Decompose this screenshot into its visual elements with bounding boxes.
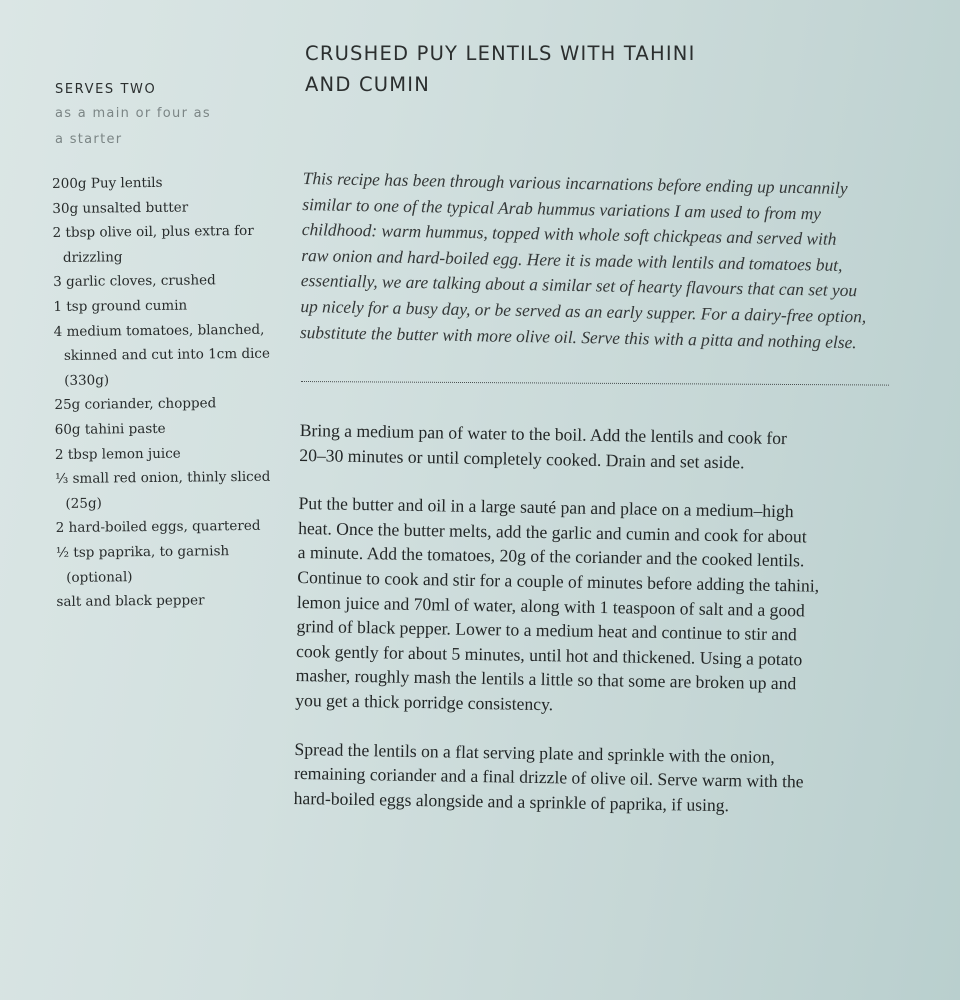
serves-block: [55, 79, 275, 153]
method-line: heat. Once the butter melts, add the garlic and cumin and cook for about: [298, 517, 807, 547]
method-step: [295, 491, 899, 722]
recipe-title-line: AND CUMIN: [305, 73, 430, 96]
serves-subtext-line: a starter: [55, 132, 123, 147]
method-line: a minute. Add the tomatoes, 20g of the coriander and the cooked lentils.: [297, 542, 805, 571]
recipe-intro: [300, 166, 893, 356]
intro-line: up nicely for a busy day, or be served as an early supper. For a dairy-free option,: [300, 295, 867, 327]
intro-line: substitute the butter with more olive oil. Serve this with a pitta and nothing else.: [299, 321, 857, 352]
method-step: [293, 736, 894, 820]
ingredient-item: 4 medium tomatoes, blanched, skinned and cut into 1cm dice (330g): [53, 321, 271, 389]
method-line: Continue to cook and stir for a couple of minutes before adding the tahini,: [297, 566, 820, 596]
ingredient-item: 30g unsalted butter: [52, 199, 189, 217]
method-line: remaining coriander and a final drizzle of olive oil. Serve warm with the: [293, 763, 804, 792]
ingredient-item: ½ tsp paprika, to garnish (optional): [55, 543, 230, 586]
ingredient-item: 2 tbsp lemon juice: [54, 445, 181, 463]
method-line: 20–30 minutes or until completely cooked. Drain and set aside.: [299, 444, 745, 472]
method-line: hard-boiled eggs alongside and a sprinkle of paprika, if using.: [293, 787, 730, 815]
method-section: [293, 418, 900, 844]
method-line: lemon juice and 70ml of water, along with 1 teaspoon of salt and a good: [296, 591, 805, 620]
intro-line: This recipe has been through various incarnations before ending up uncannily: [302, 167, 848, 198]
ingredient-list: [52, 170, 287, 615]
intro-line: essentially, we are talking about a similar set of hearty flavours that can set you: [300, 270, 858, 301]
ingredient-item: 1 tsp ground cumin: [53, 297, 188, 315]
method-line: masher, roughly mash the lentils a little so that some are broken up and: [295, 665, 797, 694]
intro-line: raw onion and hard-boiled egg. Here it is made with lentils and tomatoes but,: [301, 244, 843, 275]
ingredient-item: salt and black pepper: [56, 592, 205, 611]
ingredient-item: 60g tahini paste: [54, 420, 166, 438]
method-step: [299, 418, 900, 477]
intro-line: similar to one of the typical Arab hummus variations I am used to from my: [302, 193, 822, 224]
method-line: cook gently for about 5 minutes, until hot and thickened. Using a potato: [295, 640, 803, 670]
serves-subtext-line: as a main or four as: [55, 106, 211, 121]
serves-heading: SERVES TWO: [55, 82, 157, 97]
ingredient-item: 25g coriander, chopped: [54, 395, 217, 414]
intro-line: childhood: warm hummus, topped with whole soft chickpeas and served with: [301, 219, 837, 249]
method-line: you get a thick porridge consistency.: [295, 689, 554, 715]
ingredient-item: ⅓ small red onion, thinly sliced (25g): [55, 468, 271, 512]
method-line: Spread the lentils on a flat serving plate and sprinkle with the onion,: [294, 738, 775, 767]
recipe-title-line: CRUSHED PUY LENTILS WITH TAHINI: [305, 42, 696, 65]
method-line: grind of black pepper. Lower to a medium heat and continue to stir and: [296, 616, 797, 645]
method-line: Put the butter and oil in a large sauté pan and place on a medium–high: [298, 493, 794, 522]
recipe-title: [305, 38, 825, 100]
ingredient-item: 3 garlic cloves, crushed: [53, 272, 216, 291]
ingredient-item: 2 tbsp olive oil, plus extra for drizzling: [52, 223, 254, 266]
ingredient-item: 2 hard-boiled eggs, quartered: [55, 518, 261, 537]
ingredient-item: 200g Puy lentils: [52, 174, 163, 192]
method-line: Bring a medium pan of water to the boil. Add the lentils and cook for: [299, 419, 788, 449]
dotted-divider: [301, 381, 889, 386]
